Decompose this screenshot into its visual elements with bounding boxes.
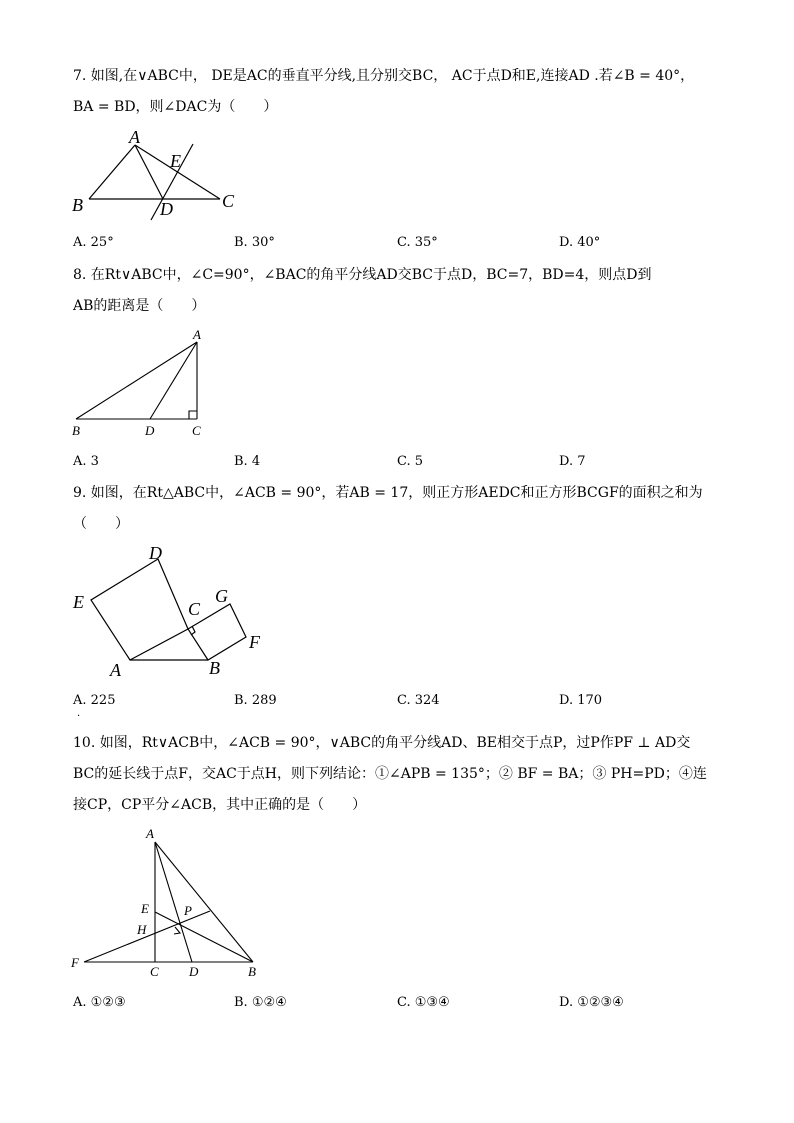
- segment-AB: [155, 842, 253, 962]
- q7-stem-line1: 7. 如图,在∨ABC中， DE是AC的垂直平分线,且分别交BC， AC于点D和E,连接AD .若∠B = 40°，: [73, 68, 695, 84]
- right-angle-mark: [174, 927, 180, 934]
- label-G: G: [215, 586, 228, 606]
- label-E: E: [170, 151, 181, 171]
- q9-option-a[interactable]: A. 225: [73, 693, 116, 708]
- label-C: C: [150, 964, 159, 979]
- q8-figure: [60, 322, 220, 442]
- q10-stem-line1: 10. 如图，Rt∨ACB中，∠ACB = 90°，∨ABC的角平分线AD、BE相交于点P，过P作PF ⊥ AD交: [73, 735, 691, 751]
- label-E: E: [141, 901, 149, 916]
- q9-stem-line1: 9. 如图，在Rt△ABC中，∠ACB = 90°，若AB = 17，则正方形AEDC和正方形BCGF的面积之和为: [73, 485, 703, 501]
- label-B: B: [72, 423, 80, 438]
- q10-option-a[interactable]: A. ①②③: [73, 995, 126, 1010]
- q9-option-b[interactable]: B. 289: [234, 693, 277, 708]
- q7-option-b[interactable]: B. 30°: [234, 235, 275, 250]
- label-B: B: [209, 658, 220, 678]
- q8-option-c[interactable]: C. 5: [397, 454, 424, 469]
- label-P: P: [184, 903, 192, 918]
- label-A: A: [193, 327, 201, 342]
- q9-figure: [60, 540, 280, 685]
- segment-AD: [155, 842, 192, 962]
- label-D: D: [160, 199, 173, 219]
- right-angle-mark: [189, 411, 197, 419]
- square-AEDC: [91, 559, 188, 660]
- label-C: C: [192, 423, 201, 438]
- q10-option-d[interactable]: D. ①②③④: [559, 995, 624, 1010]
- q8-option-d[interactable]: D. 7: [559, 454, 586, 469]
- label-C: C: [222, 191, 235, 211]
- segment-FP-extended: [84, 911, 210, 962]
- q10-figure: [60, 825, 290, 985]
- segment-BE: [155, 912, 253, 962]
- segment-AD: [135, 145, 163, 199]
- label-H: H: [137, 922, 147, 937]
- label-B: B: [72, 195, 83, 215]
- q7-figure: [60, 125, 250, 225]
- q7-stem-line2: BA = BD，则∠DAC为（ ）: [73, 99, 278, 115]
- q10-option-b[interactable]: B. ①②④: [234, 995, 287, 1010]
- label-B: B: [248, 964, 256, 979]
- label-D: D: [145, 423, 155, 438]
- label-A: A: [110, 660, 121, 680]
- q7-option-c[interactable]: C. 35°: [397, 235, 438, 250]
- q8-option-b[interactable]: B. 4: [234, 454, 261, 469]
- q10-option-c[interactable]: C. ①③④: [397, 995, 450, 1010]
- q8-stem-line2: AB的距离是（ ）: [73, 298, 206, 314]
- label-D: D: [149, 543, 162, 563]
- q8-option-a[interactable]: A. 3: [73, 454, 99, 469]
- label-A: A: [146, 826, 154, 841]
- q10-stem-line3: 接CP，CP平分∠ACB，其中正确的是（ ）: [73, 797, 367, 813]
- q7-option-d[interactable]: D. 40°: [559, 235, 601, 250]
- label-A: A: [129, 127, 140, 147]
- q10-stem-line2: BC的延长线于点F，交AC于点H，则下列结论：①∠APB = 135°；② BF = BA；③ PH=PD；④连: [73, 766, 707, 782]
- label-F: F: [71, 955, 79, 970]
- label-E: E: [73, 592, 84, 612]
- segment-AD: [150, 342, 197, 419]
- segment-BA: [76, 342, 197, 419]
- segment-BA: [89, 145, 135, 199]
- q7-option-a[interactable]: A. 25°: [73, 235, 114, 250]
- q9-option-d[interactable]: D. 170: [559, 693, 603, 708]
- label-D: D: [189, 964, 199, 979]
- label-F: F: [249, 632, 260, 652]
- label-C: C: [188, 599, 201, 619]
- stray-dot-mark: ·: [77, 711, 81, 722]
- q9-stem-line2: （ ）: [73, 516, 129, 532]
- q8-stem-line1: 8. 在Rt∨ABC中，∠C=90°，∠BAC的角平分线AD交BC于点D，BC=7，BD=4，则点D到: [73, 267, 652, 283]
- q9-option-c[interactable]: C. 324: [397, 693, 440, 708]
